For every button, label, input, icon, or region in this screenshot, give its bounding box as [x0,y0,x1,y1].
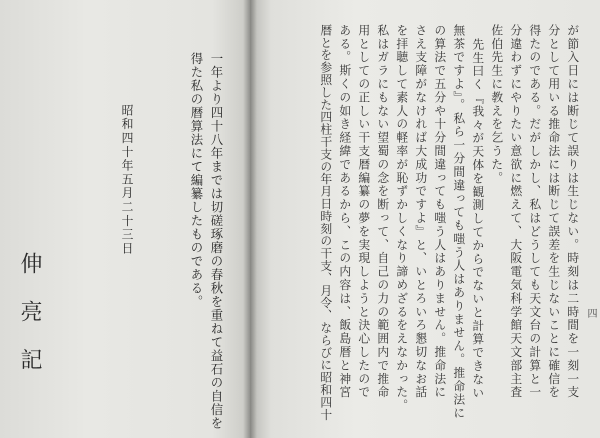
text-line-3: 得たのである。だがしかし、私はどうしても天文台の計算と一 [527,24,542,400]
page-number: 四 [585,308,596,318]
date-line: 昭和四十年五月二十三日 [120,104,134,256]
text-line-10: を拝聴して素人の軽率が恥ずかしくなり諦めざるをえなかった。 [394,24,409,413]
left-body-line-2: 得た私の暦算法にて編纂したものである。 [189,52,204,309]
text-line-8: の算法で五分や十分間違っても嗤う人はありません。推命法に [432,24,447,400]
author-signature: 伸亮記 [17,252,42,396]
text-line-9: さえ支障がなければ大成功ですよ』と、いとろいろ懇切なお話 [413,24,428,400]
text-line-4: 分違わずにやりたい意欲に燃えて、大阪電気科学館天文部主査 [508,24,523,400]
text-line-11: 私はガラにもない望蜀の念を断って、自己の力の範囲内で推命 [375,24,390,400]
text-line-13: ある。斯くの如き経緯であるから、この内容は、飯島暦と神宮 [337,24,352,400]
text-line-5: 佐伯先生に教えを乞うた。 [489,24,504,185]
text-line-6: 先生曰く『我々が天体を観測してからでないと計算できない [470,38,485,400]
text-line-2: 分として用いる推命法には断じて誤差を生じないことに確信を [546,24,561,400]
text-line-12: 用としての正しい干支暦編纂の夢を実現しようと決心したので [356,24,371,400]
left-page [0,0,250,438]
text-line-14: 暦とを参照した四柱干支の年月日時刻の干支、月令、ならびに昭和四十 [318,24,333,421]
text-line-7: 無茶ですよ』。私ら一分間違っても嗤う人はありません。推命法に [451,24,466,421]
text-line-1: が節入日には断じて誤りは生じない。時刻は二時間を一刻一支 [565,24,580,400]
left-body-line-1: 一年より四十八年までは切磋琢磨の春秋を重ねて益石の自信を [209,52,224,430]
right-page [250,0,600,438]
